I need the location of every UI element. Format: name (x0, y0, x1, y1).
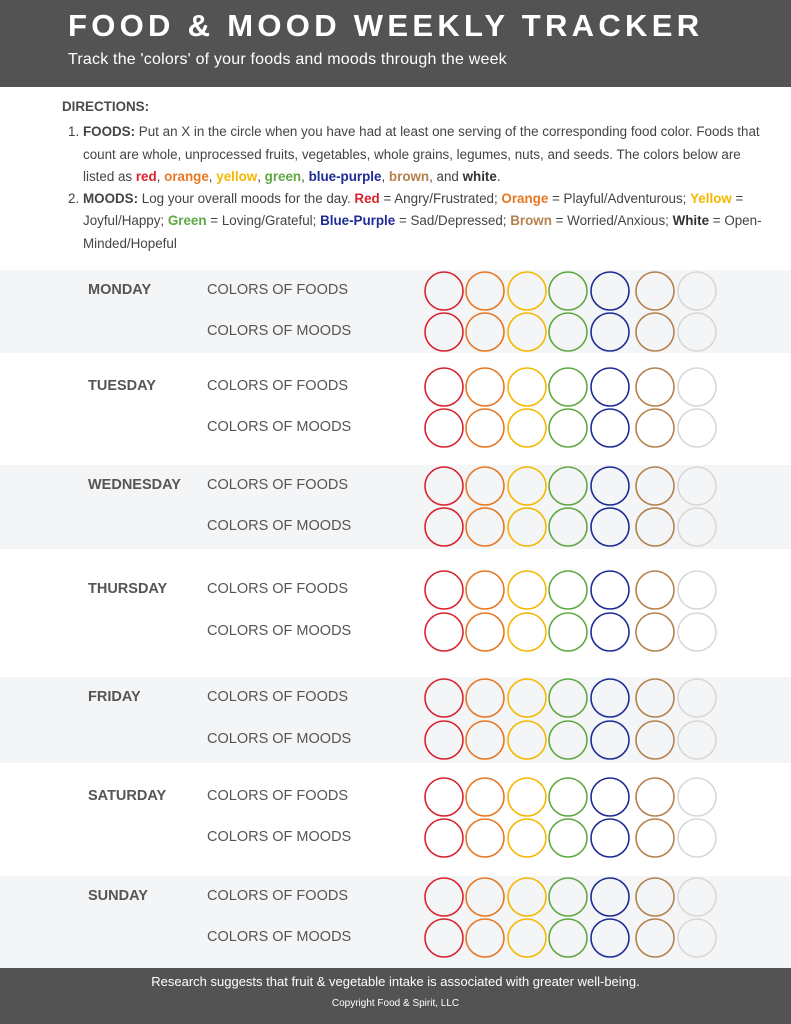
moods-color-circle[interactable] (591, 613, 629, 651)
moods-color-circle[interactable] (508, 508, 546, 546)
foods-color-circle[interactable] (636, 368, 674, 406)
foods-color-circle[interactable] (466, 778, 504, 816)
foods-text: Put an X in the circle when you have had at least one serving of the corresponding food color. Foods that count are whole, unprocessed fruits, vegetables, whole grains, legumes, nuts, and seeds. The colors below are listed as (83, 124, 760, 184)
moods-color-circle[interactable] (508, 613, 546, 651)
foods-color-circle[interactable] (508, 467, 546, 505)
mood-green-label: Green (167, 213, 207, 229)
moods-color-circle[interactable] (636, 819, 674, 857)
moods-color-circle[interactable] (425, 819, 463, 857)
foods-color-circle[interactable] (425, 272, 463, 310)
item-number: 1. (68, 124, 80, 140)
foods-color-circle[interactable] (591, 571, 629, 609)
directions-item-foods (62, 121, 772, 188)
day-label: THURSDAY (88, 581, 168, 597)
foods-color-circle[interactable] (636, 571, 674, 609)
mood-red-label: Red (354, 191, 380, 207)
foods-color-circle[interactable] (425, 467, 463, 505)
footer-note: Research suggests that fruit & vegetable intake is associated with greater well-being. (151, 974, 640, 989)
separator: , (156, 168, 165, 184)
foods-label: FOODS: (83, 124, 136, 140)
moods-color-circle[interactable] (591, 313, 629, 351)
circle-grid (0, 465, 791, 549)
foods-color-circle[interactable] (636, 272, 674, 310)
mood-red-text: = Angry/Frustrated; (379, 191, 502, 207)
foods-color-circle[interactable] (466, 368, 504, 406)
moods-color-circle[interactable] (466, 721, 504, 759)
moods-color-circle[interactable] (466, 819, 504, 857)
circle-grid (0, 353, 791, 465)
separator: , and (429, 168, 463, 184)
mood-orange-label: Orange (501, 191, 549, 207)
foods-color-circle[interactable] (636, 878, 674, 916)
mood-blue-purple-text: = Sad/Depressed; (395, 213, 511, 229)
footer-copyright: Copyright Food & Spirit, LLC (331, 998, 460, 1009)
foods-color-circle[interactable] (591, 272, 629, 310)
foods-row-label: COLORS OF FOODS (207, 477, 348, 493)
moods-color-circle[interactable] (636, 613, 674, 651)
moods-color-circle[interactable] (549, 819, 587, 857)
foods-row-label: COLORS OF FOODS (207, 888, 348, 904)
moods-color-circle[interactable] (466, 313, 504, 351)
foods-color-circle[interactable] (636, 778, 674, 816)
foods-color-circle[interactable] (549, 368, 587, 406)
moods-color-circle[interactable] (636, 313, 674, 351)
foods-color-circle[interactable] (678, 878, 716, 916)
foods-color-circle[interactable] (425, 368, 463, 406)
foods-color-circle[interactable] (508, 878, 546, 916)
separator: , (301, 168, 309, 184)
moods-color-circle[interactable] (466, 919, 504, 957)
foods-color-circle[interactable] (425, 878, 463, 916)
foods-color-circle[interactable] (508, 679, 546, 717)
foods-row-label: COLORS OF FOODS (207, 689, 348, 705)
moods-color-circle[interactable] (425, 721, 463, 759)
color-word-green: green (264, 168, 302, 184)
moods-label: MOODS: (83, 191, 139, 207)
foods-color-circle[interactable] (508, 368, 546, 406)
foods-color-circle[interactable] (636, 679, 674, 717)
moods-color-circle[interactable] (549, 613, 587, 651)
moods-color-circle[interactable] (508, 919, 546, 957)
separator: , (257, 168, 265, 184)
color-word-red: red (135, 168, 157, 184)
page-subtitle: Track the 'colors' of your foods and moods through the week (68, 51, 507, 68)
directions-heading: DIRECTIONS: (62, 99, 150, 114)
color-word-yellow: yellow (216, 168, 258, 184)
circle-grid (0, 763, 791, 876)
day-label: FRIDAY (88, 689, 141, 705)
moods-color-circle[interactable] (508, 409, 546, 447)
moods-color-circle[interactable] (591, 508, 629, 546)
moods-color-circle[interactable] (549, 313, 587, 351)
moods-color-circle[interactable] (636, 919, 674, 957)
day-label: WEDNESDAY (88, 477, 181, 493)
mood-brown-label: Brown (510, 213, 552, 229)
item-number: 2. (68, 191, 80, 207)
foods-color-circle[interactable] (425, 778, 463, 816)
mood-green-text: = Loving/Grateful; (206, 213, 321, 229)
directions-section (62, 96, 772, 255)
foods-color-circle[interactable] (549, 778, 587, 816)
moods-color-circle[interactable] (636, 508, 674, 546)
moods-color-circle[interactable] (678, 313, 716, 351)
foods-color-circle[interactable] (678, 778, 716, 816)
moods-row-label: COLORS OF MOODS (207, 419, 352, 435)
foods-color-circle[interactable] (678, 571, 716, 609)
foods-row-label: COLORS OF FOODS (207, 581, 348, 597)
foods-color-circle[interactable] (678, 467, 716, 505)
circle-grid (0, 270, 791, 353)
moods-color-circle[interactable] (549, 508, 587, 546)
moods-color-circle[interactable] (466, 613, 504, 651)
foods-row-label: COLORS OF FOODS (207, 378, 348, 394)
moods-color-circle[interactable] (678, 919, 716, 957)
foods-color-circle[interactable] (466, 272, 504, 310)
moods-color-circle[interactable] (466, 508, 504, 546)
circle-grid (0, 876, 791, 968)
moods-color-circle[interactable] (425, 613, 463, 651)
moods-row-label: COLORS OF MOODS (207, 731, 352, 747)
day-label: SUNDAY (88, 888, 148, 904)
color-word-blue-purple: blue-purple (308, 168, 382, 184)
foods-color-circle[interactable] (466, 467, 504, 505)
day-label: SATURDAY (88, 788, 167, 804)
foods-color-circle[interactable] (425, 571, 463, 609)
moods-row-label: COLORS OF MOODS (207, 929, 352, 945)
moods-row-label: COLORS OF MOODS (207, 623, 352, 639)
moods-color-circle[interactable] (425, 313, 463, 351)
color-word-orange: orange (164, 168, 209, 184)
foods-color-circle[interactable] (549, 272, 587, 310)
header-banner (0, 0, 791, 87)
foods-color-circle[interactable] (425, 679, 463, 717)
moods-color-circle[interactable] (508, 721, 546, 759)
foods-color-circle[interactable] (466, 571, 504, 609)
day-section-tuesday (0, 353, 791, 465)
page-title: FOOD & MOOD WEEKLY TRACKER (68, 8, 704, 43)
foods-color-circle[interactable] (591, 467, 629, 505)
moods-color-circle[interactable] (425, 409, 463, 447)
circle-grid (0, 549, 791, 677)
moods-color-circle[interactable] (591, 409, 629, 447)
moods-color-circle[interactable] (466, 409, 504, 447)
foods-color-circle[interactable] (591, 778, 629, 816)
mood-white-text: = Open-Minded/Hopeful (83, 213, 762, 251)
moods-color-circle[interactable] (425, 508, 463, 546)
foods-color-circle[interactable] (549, 467, 587, 505)
day-label: MONDAY (88, 282, 152, 298)
mood-blue-purple-label: Blue-Purple (320, 213, 396, 229)
moods-text: Log your overall moods for the day. (138, 191, 355, 207)
mood-white-label: White (672, 213, 710, 229)
moods-color-circle[interactable] (678, 721, 716, 759)
foods-color-circle[interactable] (549, 679, 587, 717)
foods-color-circle[interactable] (678, 368, 716, 406)
moods-color-circle[interactable] (678, 819, 716, 857)
moods-row-label: COLORS OF MOODS (207, 829, 352, 845)
mood-yellow-label: Yellow (690, 191, 732, 207)
moods-color-circle[interactable] (549, 721, 587, 759)
moods-color-circle[interactable] (636, 721, 674, 759)
foods-row-label: COLORS OF FOODS (207, 788, 348, 804)
separator: , (381, 168, 389, 184)
mood-orange-text: = Playful/Adventurous; (548, 191, 691, 207)
foods-color-circle[interactable] (549, 878, 587, 916)
foods-color-circle[interactable] (508, 778, 546, 816)
period: . (496, 168, 501, 184)
foods-color-circle[interactable] (678, 679, 716, 717)
moods-row-label: COLORS OF MOODS (207, 518, 352, 534)
separator: , (208, 168, 217, 184)
moods-color-circle[interactable] (678, 508, 716, 546)
color-word-brown: brown (388, 168, 430, 184)
foods-row-label: COLORS OF FOODS (207, 282, 348, 298)
day-section-saturday (0, 763, 791, 876)
moods-color-circle[interactable] (678, 613, 716, 651)
day-section-thursday (0, 549, 791, 677)
foods-color-circle[interactable] (591, 368, 629, 406)
foods-color-circle[interactable] (678, 272, 716, 310)
moods-color-circle[interactable] (591, 819, 629, 857)
moods-color-circle[interactable] (549, 409, 587, 447)
moods-color-circle[interactable] (678, 409, 716, 447)
moods-color-circle[interactable] (508, 313, 546, 351)
footer-banner (0, 968, 791, 1024)
foods-color-circle[interactable] (591, 679, 629, 717)
color-word-white: white (462, 168, 497, 184)
day-label: TUESDAY (88, 378, 156, 394)
mood-yellow-text: = Joyful/Happy; (83, 191, 744, 229)
moods-color-circle[interactable] (636, 409, 674, 447)
foods-color-circle[interactable] (549, 571, 587, 609)
foods-color-circle[interactable] (508, 571, 546, 609)
moods-color-circle[interactable] (549, 919, 587, 957)
moods-color-circle[interactable] (508, 819, 546, 857)
foods-color-circle[interactable] (636, 467, 674, 505)
day-section-monday (0, 270, 791, 353)
day-section-sunday (0, 876, 791, 968)
moods-color-circle[interactable] (425, 919, 463, 957)
mood-brown-text: = Worried/Anxious; (551, 213, 673, 229)
directions-item-moods (62, 188, 772, 255)
foods-color-circle[interactable] (591, 878, 629, 916)
moods-color-circle[interactable] (591, 721, 629, 759)
foods-color-circle[interactable] (508, 272, 546, 310)
moods-row-label: COLORS OF MOODS (207, 323, 352, 339)
foods-color-circle[interactable] (466, 679, 504, 717)
day-section-wednesday (0, 465, 791, 549)
moods-color-circle[interactable] (591, 919, 629, 957)
day-section-friday (0, 677, 791, 763)
circle-grid (0, 677, 791, 763)
foods-color-circle[interactable] (466, 878, 504, 916)
